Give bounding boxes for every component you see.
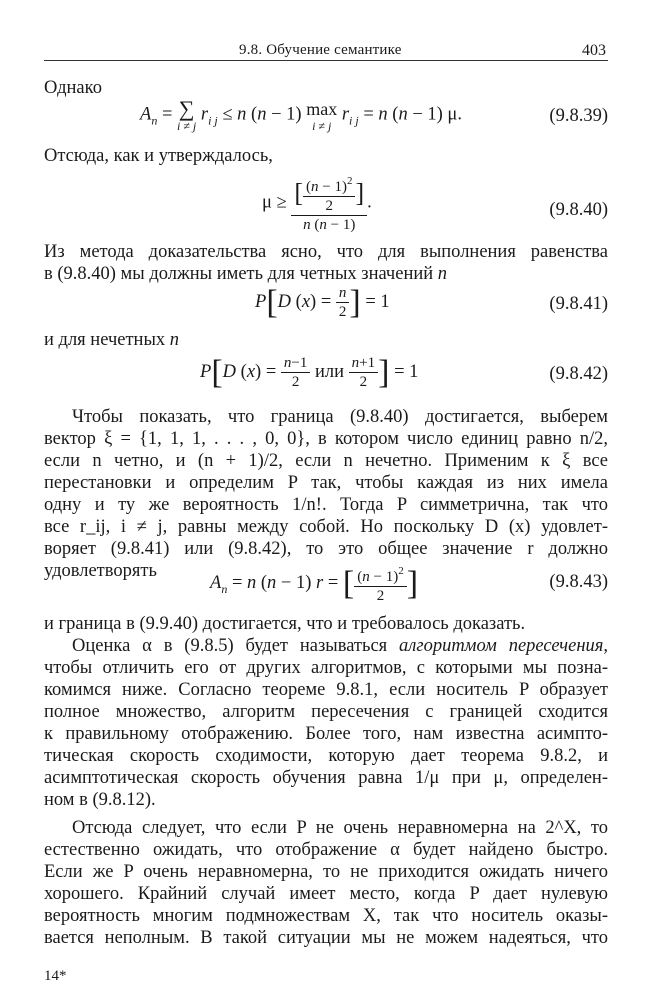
text-line: хорошего. Крайний случай имеет место, когда P дает нулевую — [44, 884, 608, 904]
text-line: и граница в (9.9.40) достигается, что и требовалось доказать. — [44, 614, 526, 634]
text-line: воряет (9.8.41) или (9.8.42), то это общее значение r должно — [44, 539, 608, 559]
equation-9-8-40: μ ≥ [ $\frac{(n - 1)^2}{2}$ ] n (n − 1) . — [262, 172, 372, 234]
text-line: и для нечетных n — [44, 330, 180, 350]
text-line: вается неполным. В такой ситуации мы не можем надеяться, что — [44, 928, 608, 948]
running-header — [44, 40, 608, 61]
text-line: Однако — [44, 78, 102, 98]
equation-number: (9.8.40) — [549, 200, 608, 220]
text-span: в (9.8.40) мы должны иметь для четных значений — [44, 264, 434, 284]
text-span: и для нечетных — [44, 330, 166, 350]
text-line: Если же P очень неравномерна, то не приходится ожидать ничего — [44, 862, 608, 882]
text-line: Чтобы показать, что граница (9.8.40) достигается, выберем — [72, 407, 608, 427]
text-line: Отсюда следует, что если P не очень неравномерна на 2^X, то — [72, 818, 608, 838]
text-line — [72, 636, 608, 658]
running-title: 9.8. Обучение семантике — [239, 42, 402, 58]
text-line: асимптотическая скорость обучения равна 1/μ при μ, определен- — [44, 768, 608, 788]
equation-number: (9.8.41) — [549, 294, 608, 314]
equation-number: (9.8.43) — [549, 572, 608, 592]
page-number: 403 — [582, 42, 606, 59]
text-line: удовлетворять — [44, 561, 157, 581]
text-line: вероятность многим подмножествам X, так что носитель оказы- — [44, 906, 608, 926]
text-line: ном в (9.8.12). — [44, 790, 156, 810]
text-span: , — [603, 636, 608, 656]
equation-9-8-43: $A_n = n$ (n − 1) r = [ $\frac{(n - 1)^2}{2}$ ] — [210, 562, 418, 605]
text-line: к правильному отображению. Более того, нам известна асимпто- — [44, 724, 608, 744]
text-line: все r_ij, i ≠ j, равны между собой. Но поскольку D (x) удовлет- — [44, 517, 608, 537]
signature-mark: 14* — [44, 968, 67, 984]
text-line: вектор ξ = {1, 1, 1, . . . , 0, 0}, в котором число единиц равно n/2, — [44, 429, 608, 449]
equation-9-8-41: P[D (x) = $\frac{n}{2}$ ] = 1 — [255, 283, 390, 321]
text-line: в (9.8.40) мы должны иметь для четных значений n — [44, 264, 448, 284]
text-span: Оценка α в (9.8.5) будет называться — [72, 636, 400, 656]
text-line: полное множество, алгоритм пересечения с границей сходится — [44, 702, 608, 722]
text-line: перестановки и определим P так, чтобы каждая из них имела — [44, 473, 608, 493]
equation-number: (9.8.42) — [549, 364, 608, 384]
text-line: естественно ожидать, что отображение α будет найдено быстро. — [44, 840, 608, 860]
text-line: одну и ту же вероятность 1/n!. Тогда P симметрична, так что — [44, 495, 608, 515]
equation-number: (9.8.39) — [549, 106, 608, 126]
equation-9-8-42: P[D (x) = $\frac{n-1}{2}$ или $\frac{n+1}{2}$ ] = 1 — [200, 353, 419, 391]
text-line: комимся ниже. Согласно теореме 9.8.1, если носитель P образует — [44, 680, 608, 700]
emphasis: алгоритмом пересечения — [399, 636, 604, 656]
text-line: тическая скорость сходимости, которую дает теорема 9.8.2, и — [44, 746, 608, 766]
text-line: если n четно, и (n + 1)/2, если n нечетно. Применим к ξ все — [44, 451, 608, 471]
text-line: чтобы отличить его от других алгоритмов, с которыми мы позна- — [44, 658, 608, 678]
text-line: Отсюда, как и утверждалось, — [44, 146, 273, 166]
text-line: Из метода доказательства ясно, что для выполнения равенства — [44, 242, 608, 262]
equation-9-8-39: $A_n$ = ∑ i ≠ j $r_{i j} \le n$ (n − 1) max i ≠ j $r_{i j} = n$ (n − 1) μ. — [140, 96, 462, 133]
